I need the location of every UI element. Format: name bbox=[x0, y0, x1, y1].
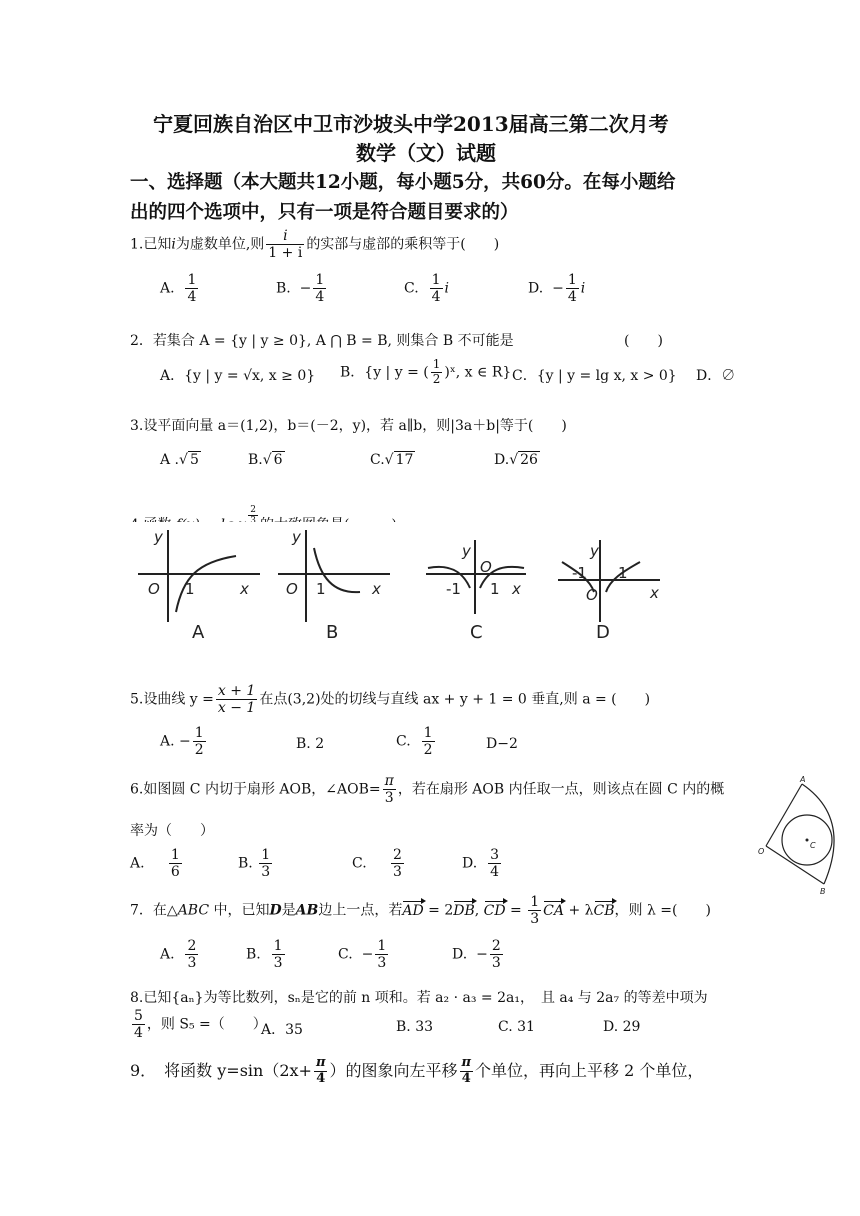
q5-a-den: 2 bbox=[194, 742, 204, 759]
q7-fraction bbox=[528, 894, 541, 927]
q7-c-sign: − bbox=[361, 946, 374, 963]
q1-a-fraction bbox=[185, 272, 198, 305]
q7-fraction-num: 1 bbox=[530, 894, 540, 910]
question-1-stem bbox=[130, 228, 499, 261]
q2-option-a: A．{y | y = √x, x ≥ 0} bbox=[160, 368, 316, 384]
graph-c-origin-label: O bbox=[480, 558, 492, 576]
q8-mid: ，则 S₅ =（ ） bbox=[146, 1016, 267, 1033]
q2-b-fraction bbox=[431, 358, 443, 387]
q7-mid2: 是 bbox=[281, 902, 296, 919]
q5-option-b: B. 2 bbox=[296, 736, 325, 752]
q1-post: 的实部与虚部的乘积等于( ) bbox=[306, 236, 500, 253]
q3-a-rad: 5 bbox=[189, 452, 199, 468]
q2-b-den: 2 bbox=[432, 371, 441, 386]
question-5-stem bbox=[130, 683, 650, 716]
q6-fraction-den: 3 bbox=[384, 790, 394, 807]
q5-post: 在点(3,2)处的切线与直线 ax + y + 1 = 0 垂直,则 a = ( ) bbox=[259, 691, 651, 708]
q6-option-c bbox=[352, 847, 406, 880]
question-6-line2: 率为（ ） bbox=[130, 823, 214, 839]
q7-d-num: 2 bbox=[491, 938, 501, 954]
question-8-line2 bbox=[130, 1008, 267, 1041]
graph-d-caption: D bbox=[596, 622, 610, 643]
q5-c-fraction bbox=[422, 725, 435, 758]
q1-fraction-num: i bbox=[266, 228, 304, 245]
q7-b-num: 1 bbox=[273, 938, 283, 954]
q7-vec-ca: CA bbox=[543, 902, 564, 919]
q8-fraction-num: 5 bbox=[134, 1008, 143, 1024]
q6-d-fraction bbox=[488, 847, 501, 880]
q6-a-label: A. bbox=[130, 855, 145, 872]
q7-mid1: 中，已知 bbox=[209, 902, 270, 919]
q7-post: ，则 λ =( ) bbox=[614, 902, 711, 919]
q7-b-den: 3 bbox=[273, 955, 283, 972]
graph-a-x-label: x bbox=[240, 580, 249, 598]
q6-figure-a-label: A bbox=[800, 775, 806, 784]
q6-c-num: 2 bbox=[392, 847, 402, 863]
graph-d-one-label: 1 bbox=[618, 564, 628, 582]
q4-graph-options bbox=[128, 522, 690, 664]
graph-a-caption: A bbox=[192, 622, 205, 643]
graph-a-y-label: y bbox=[154, 528, 163, 546]
q2-b-post: )ˣ, x ∈ R} bbox=[444, 364, 512, 381]
graph-a-one-label: 1 bbox=[185, 580, 195, 598]
q7-d-label: D. bbox=[452, 946, 468, 963]
section-heading-line1: 一、选择题（本大题共12小题，每小题5分，共60分。在每小题给 bbox=[130, 172, 676, 193]
q1-a-num: 1 bbox=[187, 272, 197, 288]
q6-a-fraction bbox=[169, 847, 182, 880]
q1-b-sign: − bbox=[299, 280, 312, 297]
q7-vec-db: DB bbox=[453, 902, 475, 919]
q3-d-label: D. bbox=[494, 452, 510, 468]
q1-fraction-den: 1 + i bbox=[268, 245, 303, 262]
q1-d-sign: − bbox=[552, 280, 564, 297]
q8-fraction-den: 4 bbox=[134, 1025, 143, 1042]
q6-fraction-num: π bbox=[384, 773, 394, 789]
question-6-stem bbox=[130, 773, 724, 806]
q7-mid3: 边上一点，若 bbox=[318, 902, 403, 919]
q6-b-den: 3 bbox=[261, 864, 271, 881]
q3-b-rad: 6 bbox=[273, 452, 283, 468]
q1-c-label: C. bbox=[404, 280, 419, 297]
q7-pre: 7．在△ bbox=[130, 902, 178, 919]
graph-c-x-label: x bbox=[512, 580, 521, 598]
q5-option-a bbox=[160, 725, 208, 758]
graph-c-one-label: 1 bbox=[490, 580, 500, 598]
q2-b-num: 1 bbox=[432, 357, 441, 371]
q1-d-fraction bbox=[566, 272, 579, 305]
q1-b-den: 4 bbox=[315, 289, 325, 306]
graph-c-caption: C bbox=[470, 622, 483, 643]
q1-d-num: 1 bbox=[567, 272, 577, 288]
q6-a-den: 6 bbox=[170, 864, 180, 881]
q7-d-den: 3 bbox=[491, 955, 501, 972]
q7-d: D bbox=[269, 902, 282, 919]
q9-fraction-1-den: 4 bbox=[316, 1070, 326, 1086]
q6-post: ，若在扇形 AOB 内任取一点，则该点在圆 C 内的概 bbox=[397, 781, 725, 798]
q5-option-c bbox=[396, 725, 437, 758]
q8-option-b: B. 33 bbox=[396, 1019, 434, 1035]
q9-post: 个单位，再向上平移 2 个单位， bbox=[475, 1060, 704, 1080]
q7-eq2: = bbox=[505, 902, 527, 919]
graph-c bbox=[426, 540, 526, 614]
question-3-stem: 3.设平面向量 a＝(1,2)，b＝(－2，y)，若 a∥b，则|3a＋b|等于( ) bbox=[130, 418, 567, 434]
q7-c-label: C. bbox=[338, 946, 353, 963]
q6-c-den: 3 bbox=[392, 864, 402, 881]
q2-option-c: C．{y | y = lg x, x > 0} bbox=[512, 368, 677, 384]
graph-a-origin-label: O bbox=[148, 580, 160, 598]
graph-d-x-label: x bbox=[650, 584, 659, 602]
q3-c-rad: 17 bbox=[395, 452, 414, 468]
q5-fraction-num: x + 1 bbox=[217, 683, 256, 699]
q7-vec-cd: CD bbox=[483, 902, 506, 919]
q7-abc: ABC bbox=[177, 902, 210, 919]
q7-ab: AB bbox=[295, 902, 319, 919]
q9-fraction-1-num: π bbox=[315, 1055, 326, 1070]
q6-b-num: 1 bbox=[261, 847, 271, 863]
q7-a-den: 3 bbox=[187, 955, 197, 972]
q2-b-pre: B．{y | y = ( bbox=[340, 364, 429, 381]
q5-a-num: 1 bbox=[194, 725, 204, 741]
q7-option-d bbox=[452, 938, 505, 971]
graph-c-y-label: y bbox=[462, 542, 471, 560]
q6-figure-o-label: O bbox=[758, 847, 765, 856]
q3-option-b: B.√ 6 bbox=[248, 452, 283, 468]
q7-b-fraction bbox=[272, 938, 285, 971]
q1-c-fraction bbox=[430, 272, 443, 305]
q7-a-num: 2 bbox=[187, 938, 197, 954]
q8-option-d: D. 29 bbox=[603, 1019, 641, 1035]
section-heading-line2: 出的四个选项中，只有一项是符合题目要求的） bbox=[130, 202, 519, 223]
q1-c-den: 4 bbox=[431, 289, 441, 306]
q6-c-fraction bbox=[391, 847, 404, 880]
page-title: 宁夏回族自治区中卫市沙坡头中学2013届高三第二次月考 bbox=[153, 112, 669, 136]
graph-b-y-label: y bbox=[292, 528, 301, 546]
q7-option-c bbox=[338, 938, 390, 971]
q6-d-num: 3 bbox=[490, 847, 500, 863]
q5-a-sign: − bbox=[179, 733, 191, 750]
q9-fraction-2 bbox=[460, 1056, 474, 1087]
question-8-line1: 8.已知{aₙ}为等比数列，sₙ是它的前 n 项和。若 a₂ · a₃ = 2a₁， 且 a₄ 与 2a₇ 的等差中项为 bbox=[130, 990, 708, 1006]
page-subtitle: 数学（文）试题 bbox=[356, 141, 496, 165]
q1-b-label: B. bbox=[276, 280, 291, 297]
graph-d-neg-one-label: -1 bbox=[572, 564, 587, 582]
q6-option-b bbox=[238, 847, 274, 880]
q7-c-fraction bbox=[375, 938, 388, 971]
q1-d-label: D. bbox=[528, 280, 544, 297]
q7-fraction-den: 3 bbox=[530, 911, 540, 928]
q1-option-b bbox=[276, 272, 328, 305]
q3-d-rad: 26 bbox=[520, 452, 538, 468]
q7-option-b bbox=[246, 938, 287, 971]
q4-exp-num: 2 bbox=[250, 505, 256, 515]
q6-option-a bbox=[130, 847, 184, 880]
q6-b-label: B. bbox=[238, 855, 253, 872]
question-2-stem: 2．若集合 A = {y | y ≥ 0}, A ⋂ B = B, 则集合 B 不可能是 bbox=[130, 333, 514, 349]
q7-vec-cb: CB bbox=[593, 902, 615, 919]
q7-vec-ad: AD bbox=[402, 902, 424, 919]
q8-option-a: A．35 bbox=[261, 1022, 303, 1038]
q7-plus: + λ bbox=[564, 902, 594, 919]
q9-fraction-2-num: π bbox=[461, 1055, 472, 1070]
q7-b-label: B. bbox=[246, 946, 261, 963]
q6-c-label: C. bbox=[352, 855, 367, 872]
q8-option-c: C. 31 bbox=[498, 1019, 535, 1035]
graph-b-x-label: x bbox=[372, 580, 381, 598]
question-2-paren: ( ) bbox=[624, 333, 663, 349]
graph-c-neg-one-label: -1 bbox=[446, 580, 461, 598]
graph-b-origin-label: O bbox=[286, 580, 298, 598]
graph-d-y-label: y bbox=[590, 542, 599, 560]
q1-option-a bbox=[160, 272, 200, 305]
q1-option-d bbox=[528, 272, 585, 305]
q3-a-label: A . bbox=[160, 452, 180, 468]
q9-fraction-2-den: 4 bbox=[461, 1070, 471, 1086]
q6-d-den: 4 bbox=[490, 864, 500, 881]
q5-c-num: 1 bbox=[423, 725, 433, 741]
q5-c-den: 2 bbox=[423, 742, 433, 759]
q6-option-d bbox=[462, 847, 503, 880]
q1-var: i bbox=[171, 236, 176, 253]
q3-option-a: A .√ 5 bbox=[160, 452, 199, 468]
q8-fraction bbox=[132, 1008, 145, 1041]
q1-b-fraction bbox=[313, 272, 326, 305]
q1-b-num: 1 bbox=[315, 272, 325, 288]
q6-b-fraction bbox=[259, 847, 272, 880]
q1-c-suffix: i bbox=[444, 280, 449, 297]
q6-figure-c-label: C bbox=[810, 841, 816, 850]
q7-a-label: A. bbox=[160, 946, 175, 963]
q5-fraction-den: x − 1 bbox=[217, 700, 256, 717]
question-7-stem bbox=[130, 894, 711, 927]
q1-mid: 为虚数单位,则 bbox=[175, 236, 265, 253]
q3-option-d: D.√ 26 bbox=[494, 452, 538, 468]
q6-fraction bbox=[383, 773, 396, 806]
q6-d-label: D. bbox=[462, 855, 478, 872]
q6-sector-figure bbox=[756, 770, 846, 898]
q5-a-label: A. bbox=[160, 733, 175, 750]
q3-c-label: C. bbox=[370, 452, 385, 468]
q5-a-fraction bbox=[193, 725, 206, 758]
q1-pre: 1.已知 bbox=[130, 236, 172, 253]
q7-c-den: 3 bbox=[377, 955, 387, 972]
q5-option-d: D−2 bbox=[486, 736, 518, 752]
q1-fraction bbox=[266, 228, 304, 261]
graph-d-origin-label: O bbox=[586, 586, 598, 604]
q7-comma: , bbox=[474, 902, 484, 919]
graph-b-caption: B bbox=[326, 622, 339, 643]
q3-b-label: B. bbox=[248, 452, 263, 468]
q6-pre: 6.如图圆 C 内切于扇形 AOB，∠AOB= bbox=[130, 781, 381, 798]
q5-pre: 5.设曲线 y = bbox=[130, 691, 214, 708]
q9-pre: 9． 将函数 y=sin（2x+ bbox=[130, 1060, 312, 1080]
q1-a-label: A. bbox=[160, 280, 175, 297]
graph-b-one-label: 1 bbox=[316, 580, 326, 598]
q6-a-num: 1 bbox=[170, 847, 180, 863]
q2-option-b bbox=[340, 358, 511, 387]
q1-c-num: 1 bbox=[431, 272, 441, 288]
q9-mid: ）的图象向左平移 bbox=[329, 1060, 458, 1080]
q7-c-num: 1 bbox=[377, 938, 387, 954]
q1-option-c bbox=[404, 272, 449, 305]
q1-d-suffix: i bbox=[580, 280, 586, 297]
q5-fraction bbox=[216, 683, 257, 716]
q9-fraction-1 bbox=[314, 1056, 328, 1087]
q7-d-fraction bbox=[490, 938, 503, 971]
q1-a-den: 4 bbox=[187, 289, 197, 306]
question-9-stem bbox=[130, 1056, 703, 1087]
q5-c-label: C. bbox=[396, 733, 411, 750]
q7-a-fraction bbox=[185, 938, 198, 971]
q6-figure-b-label: B bbox=[820, 887, 826, 896]
q7-option-a bbox=[160, 938, 200, 971]
q1-d-den: 4 bbox=[567, 289, 577, 306]
q7-eq1: = 2 bbox=[423, 902, 454, 919]
q3-option-c: C.√ 17 bbox=[370, 452, 414, 468]
q7-d-sign: − bbox=[476, 946, 488, 963]
q2-option-d: D．∅ bbox=[696, 368, 736, 384]
